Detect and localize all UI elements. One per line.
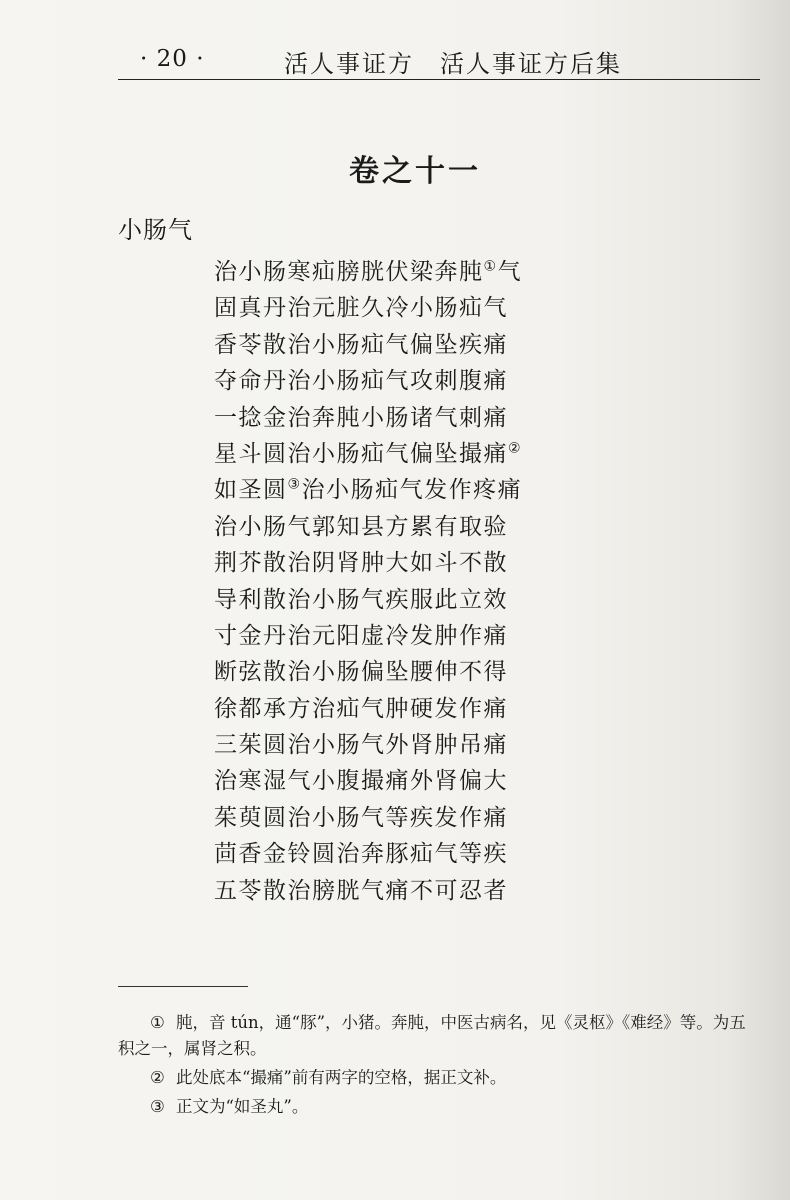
entry-text: 一捻金治奔肫小肠诸气刺痛 bbox=[214, 404, 508, 431]
footnote-rule bbox=[118, 986, 248, 987]
prescription-entry bbox=[214, 727, 522, 763]
prescription-entry bbox=[214, 290, 522, 326]
prescription-entry bbox=[214, 582, 522, 618]
prescription-entry bbox=[214, 618, 522, 654]
entry-text: 治小肠寒疝膀胱伏梁奔肫 bbox=[214, 259, 484, 285]
page-header bbox=[118, 44, 760, 78]
entry-text: 夺命丹治小肠疝气攻刺腹痛 bbox=[214, 368, 508, 395]
footnote-number: ③ bbox=[150, 1097, 165, 1116]
chapter-title: 卷之十一 bbox=[349, 154, 481, 189]
header-rule bbox=[118, 79, 760, 80]
entry-text: 茱萸圆治小肠气等疾发作痛 bbox=[214, 804, 508, 831]
footnote-marker: ③ bbox=[287, 476, 302, 493]
footnote-2 bbox=[118, 1065, 760, 1091]
entry-text: 荆芥散治阴肾肿大如斗不散 bbox=[214, 550, 508, 577]
prescription-entry bbox=[214, 836, 522, 872]
prescription-entry bbox=[214, 691, 522, 727]
prescription-entry bbox=[214, 800, 522, 836]
entry-text: 徐都承方治疝气肿硬发作痛 bbox=[214, 695, 508, 722]
prescription-entry bbox=[214, 327, 522, 363]
footnote-text: 肫，音 tún，通“豚”，小猪。奔肫，中医古病名，见《灵枢》《难经》等。为五积之一，属肾之积。 bbox=[118, 1013, 746, 1058]
entry-text: 三茱圆治小肠气外肾肿吊痛 bbox=[214, 732, 508, 759]
entry-text-continued: 治小肠疝气发作疼痛 bbox=[301, 477, 523, 504]
footnote-text: 此处底本“撮痛”前有两字的空格，据正文补。 bbox=[176, 1068, 507, 1087]
page-number: · 20 · bbox=[140, 46, 205, 72]
prescription-entry bbox=[214, 436, 522, 472]
footnote-number: ① bbox=[150, 1013, 165, 1032]
prescription-entry bbox=[214, 472, 522, 508]
entry-text: 五苓散治膀胱气痛不可忍者 bbox=[214, 877, 508, 904]
prescription-entry bbox=[214, 545, 522, 581]
entry-text: 香苓散治小肠疝气偏坠疾痛 bbox=[214, 331, 508, 358]
entry-text: 治小肠气郭知县方累有取验 bbox=[214, 513, 508, 540]
entry-text: 固真丹治元脏久冷小肠疝气 bbox=[214, 295, 508, 322]
prescription-entry bbox=[214, 763, 522, 799]
entry-text: 星斗圆治小肠疝气偏坠撮痛 bbox=[214, 440, 508, 467]
footnote-3 bbox=[118, 1094, 760, 1120]
footnote-1 bbox=[118, 1010, 760, 1062]
entry-text: 治寒湿气小腹撮痛外肾偏大 bbox=[214, 768, 508, 795]
prescription-entry bbox=[214, 400, 522, 436]
entry-text: 寸金丹治元阳虚冷发肿作痛 bbox=[214, 622, 508, 649]
entry-text: 茴香金铃圆治奔豚疝气等疾 bbox=[214, 841, 508, 868]
footnote-text: 正文为“如圣丸”。 bbox=[176, 1097, 309, 1116]
footnotes bbox=[118, 1010, 760, 1123]
prescription-entry bbox=[214, 654, 522, 690]
footnote-marker: ② bbox=[508, 440, 523, 457]
footnote-marker: ① bbox=[483, 258, 498, 275]
prescription-entry bbox=[214, 509, 522, 545]
entry-text-continued: 气 bbox=[497, 259, 523, 285]
prescription-entry bbox=[214, 363, 522, 399]
entry-text: 如圣圆 bbox=[214, 477, 288, 504]
prescription-entry bbox=[214, 873, 522, 909]
section-heading: 小肠气 bbox=[118, 216, 193, 244]
footnote-number: ② bbox=[150, 1068, 165, 1087]
running-title: 活人事证方 活人事证方后集 bbox=[284, 50, 622, 78]
entry-text: 导利散治小肠气疾服此立效 bbox=[214, 586, 508, 613]
prescription-entry bbox=[214, 254, 522, 290]
entry-text: 断弦散治小肠偏坠腰伸不得 bbox=[214, 659, 508, 686]
prescription-list bbox=[214, 254, 522, 909]
